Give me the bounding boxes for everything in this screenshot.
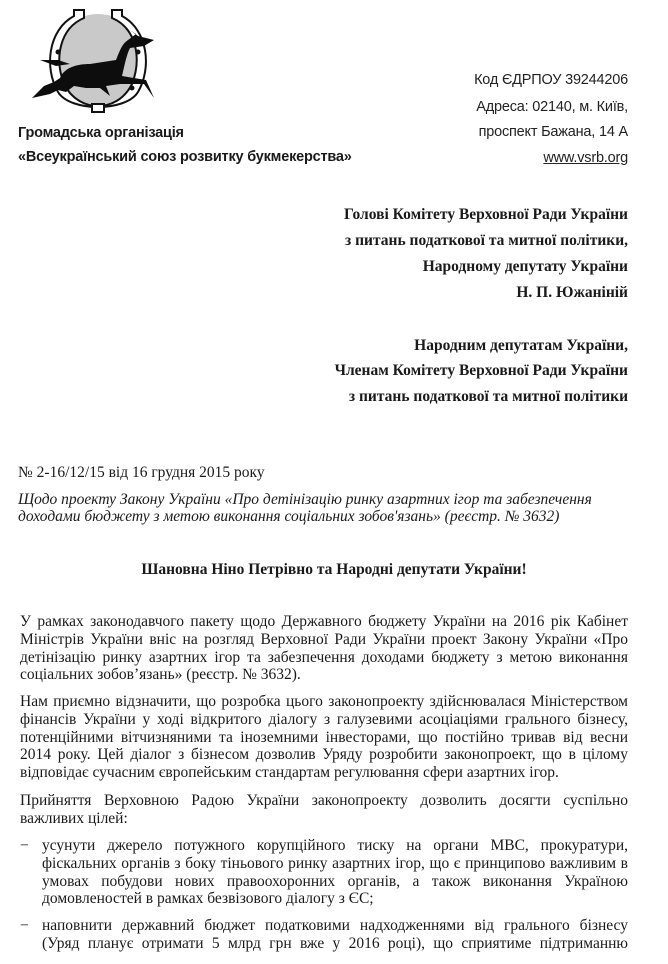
paragraph-line: відповідає сучасним європейським стандартам регулювання сфери азартних ігор. xyxy=(20,764,559,782)
paragraph-line: соціальних зобов’язань» (реєстр. № 3632). xyxy=(20,666,301,684)
paragraph-line: 2014 року. Цей діалог з бізнесом дозволив Уряду розробити законопроект, що в цілому xyxy=(20,746,628,764)
paragraph-line: Прийняття Верховною Радою України законопроекту дозволить досягти суспільно xyxy=(20,792,628,809)
bullet-line: фіскальних органів з боку тіньового ринку азартних ігор, що є принципово важливим в xyxy=(42,854,628,872)
paragraph-line: потенційними вітчизняними та іноземними інвесторами, що постійно тривав від весни xyxy=(20,728,628,746)
subject-line: доходами бюджету з метою виконання соціальних зобов'язань» (реєстр. № 3632) xyxy=(18,508,560,525)
organization-logo xyxy=(30,8,166,114)
edrpou-code: Код ЄДРПОУ 39244206 xyxy=(474,72,628,88)
bullet-line: наповнити державний бюджет податковими надходженнями від грального бізнесу xyxy=(42,917,628,934)
website-link[interactable]: www.vsrb.org xyxy=(543,150,628,166)
addressee-line: Голові Комітету Верховної Ради України xyxy=(343,206,628,223)
org-name: «Всеукраїнський союз розвитку букмекерства» xyxy=(18,149,352,165)
addressee-line: Н. П. Южаніній xyxy=(516,284,628,301)
address-line-2: проспект Бажана, 14 А xyxy=(478,124,628,140)
reference-number: № 2-16/12/15 від 16 грудня 2015 року xyxy=(18,464,265,481)
paragraph-line: Міністрів України вніс на розгляд Верховної Ради України проект Закону України «Про xyxy=(20,630,628,648)
paragraph-line: фінансів України у ході відкритого діалогу з галузевими асоціаціями грального бізнесу, xyxy=(20,710,628,728)
addressee-line: з питань податкової та митної політики xyxy=(348,388,628,405)
bullet-line: умовах побудови нових правоохоронних органів, а також виконання Україною xyxy=(42,872,628,890)
paragraph-line: детінізацію ринку азартних ігор та забезпечення доходами бюджету з метою виконання xyxy=(20,648,628,666)
bullet-line: (Уряд планує отримати 5 млрд грн вже у 2016 році), що сприятиме підтриманню xyxy=(42,934,628,952)
address-line-1: Адреса: 02140, м. Київ, xyxy=(476,99,628,115)
bullet-dash-icon: − xyxy=(20,917,29,934)
addressee-line: з питань податкової та митної політики, xyxy=(345,232,628,249)
bullet-line: усунути джерело потужного корупційного тиску на органи МВС, прокуратури, xyxy=(42,837,628,854)
addressee-line: Народним депутатам України, xyxy=(414,337,628,354)
addressee-line: Членам Комітету Верховної Ради України xyxy=(334,362,628,379)
addressee-line: Народному депутату України xyxy=(422,258,628,275)
subject-line: Щодо проекту Закону України «Про детінізацію ринку азартних ігор та забезпечення xyxy=(18,491,592,508)
bullet-dash-icon: − xyxy=(20,837,29,854)
org-type: Громадська організація xyxy=(18,125,184,141)
paragraph-line: У рамках законодавчого пакету щодо Державного бюджету України на 2016 рік Кабінет xyxy=(20,613,628,630)
paragraph-line: Нам приємно відзначити, що розробка цього законопроекту здійснювалася Міністерством xyxy=(20,693,628,710)
bullet-line: домовленостей в рамках безвізового діалогу з ЄС; xyxy=(42,890,374,908)
paragraph-line: важливих цілей: xyxy=(20,809,128,827)
greeting: Шановна Ніно Петрівно та Народні депутати України! xyxy=(141,561,527,578)
